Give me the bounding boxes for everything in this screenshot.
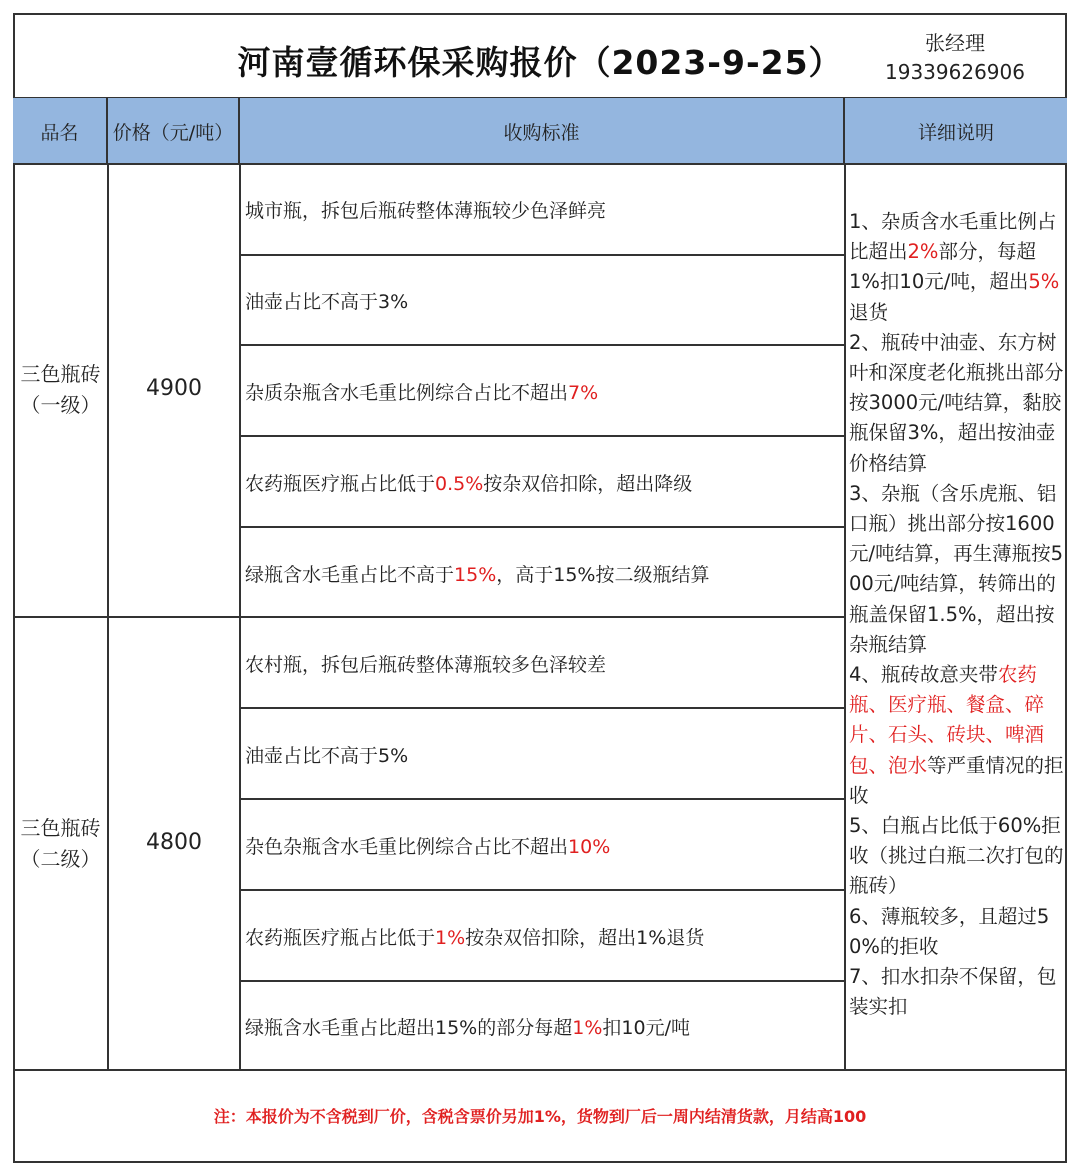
- header-price-label: 价格（元/吨）: [112, 121, 234, 144]
- group-divider-left: [13, 616, 240, 618]
- header-details: [845, 98, 1067, 164]
- highlight-text: 7%: [568, 382, 599, 404]
- standard-item: [245, 560, 835, 587]
- standard-text: 杂质杂瓶含水毛重比例综合占比不超出: [245, 382, 569, 404]
- detail-text: 6、薄瓶较多，且超过50%的拒收: [849, 904, 1050, 958]
- standard-item: [245, 469, 835, 496]
- standard-item: [245, 650, 835, 677]
- standard-text: ，高于15%按二级瓶结算: [496, 564, 710, 586]
- standard-text: 城市瓶，拆包后瓶砖整体薄瓶较少色泽鲜亮: [245, 200, 607, 222]
- standard-text: 杂色杂瓶含水毛重比例综合占比不超出: [245, 836, 569, 858]
- standard-text: 按杂双倍扣除，超出降级: [483, 473, 693, 495]
- standard-item: [245, 923, 835, 950]
- detail-text: 5、白瓶占比低于60%拒收（挑过白瓶二次打包的瓶砖）: [849, 814, 1064, 898]
- detail-text: 4、瓶砖故意夹带: [849, 663, 998, 687]
- detail-text: 部分，每超1%扣10元/吨，超出: [849, 240, 1036, 294]
- header-standard: [240, 98, 845, 164]
- product-name-1: [13, 359, 108, 421]
- table-bottom-line: [13, 1069, 1067, 1071]
- detail-text: 3、杂瓶（含乐虎瓶、铝口瓶）挑出部分按1600元/吨结算，再生薄瓶按500元/吨结算，转筛出的瓶盖保留1.5%，超出按杂瓶结算: [849, 481, 1063, 656]
- highlight-text: 2%: [907, 240, 939, 264]
- highlight-text: 农药瓶、医疗瓶、餐盒、碎片、石头、砖块、啤酒包、泡水: [849, 663, 1045, 777]
- standard-text: 农药瓶医疗瓶占比低于: [245, 927, 436, 949]
- row-divider: [240, 344, 845, 346]
- details-notes: [849, 207, 1065, 1022]
- standard-text: 油壶占比不高于3%: [245, 291, 409, 313]
- contact-name: 张经理: [925, 31, 985, 55]
- highlight-text: 1%: [572, 1017, 603, 1039]
- header-standard-label: 收购标准: [503, 121, 580, 144]
- standard-item: [245, 741, 835, 768]
- product-name-line: 三色瓶砖: [20, 362, 101, 386]
- product-name-2: [13, 813, 108, 875]
- header-bottom-line: [13, 163, 1067, 165]
- standard-text: 农村瓶，拆包后瓶砖整体薄瓶较多色泽较差: [245, 654, 607, 676]
- row-divider: [240, 616, 845, 618]
- header-name: [13, 98, 108, 164]
- standard-text: 农药瓶医疗瓶占比低于: [245, 473, 436, 495]
- product-grade: （二级）: [20, 847, 101, 871]
- row-divider: [240, 435, 845, 437]
- standard-item: [245, 1013, 835, 1040]
- standard-text: 扣10元/吨: [602, 1017, 690, 1039]
- row-divider: [240, 707, 845, 709]
- highlight-text: 5%: [1028, 270, 1060, 294]
- page-title: 河南壹循环保采购报价（2023-9-25）: [237, 43, 843, 82]
- title-row: [13, 13, 1067, 99]
- header-price: [108, 98, 240, 164]
- contact-block: [885, 29, 1025, 87]
- detail-text: 2、瓶砖中油壶、东方树叶和深度老化瓶挑出部分按3000元/吨结算，黏胶瓶保留3%，超出按油壶价格结算: [849, 330, 1064, 475]
- product-price-2: 4800: [146, 830, 202, 855]
- row-divider: [240, 254, 845, 256]
- header-name-label: 品名: [40, 121, 79, 144]
- standard-text: 绿瓶含水毛重占比超出15%的部分每超: [245, 1017, 573, 1039]
- detail-text: 1、杂质含水毛重比例占比超出: [849, 210, 1057, 264]
- standard-text: 油壶占比不高于5%: [245, 745, 409, 767]
- standard-item: [245, 287, 835, 314]
- highlight-text: 1%: [435, 927, 466, 949]
- standard-item: [245, 378, 835, 405]
- detail-text: 7、扣水扣杂不保留，包装实扣: [849, 965, 1057, 1019]
- product-grade: （一级）: [20, 393, 101, 417]
- highlight-text: 10%: [568, 836, 611, 858]
- standard-item: [245, 832, 835, 859]
- standard-item: [245, 196, 835, 223]
- row-divider: [240, 526, 845, 528]
- highlight-text: 0.5%: [435, 473, 484, 495]
- product-price-1: 4900: [146, 376, 202, 401]
- footer-note: 注：本报价为不含税到厂价，含税含票价另加1%，货物到厂后一周内结清货款，月结高100: [213, 1107, 867, 1126]
- highlight-text: 15%: [454, 564, 497, 586]
- detail-text: 退货: [849, 300, 889, 324]
- row-divider: [240, 889, 845, 891]
- standard-text: 按杂双倍扣除，超出1%退货: [465, 927, 705, 949]
- header-details-label: 详细说明: [917, 121, 994, 144]
- detail-text: 等严重情况的拒收: [849, 753, 1064, 807]
- product-name-line: 三色瓶砖: [20, 816, 101, 840]
- row-divider: [240, 798, 845, 800]
- contact-phone: 19339626906: [885, 60, 1025, 84]
- standard-text: 绿瓶含水毛重占比不高于: [245, 564, 455, 586]
- row-divider: [240, 980, 845, 982]
